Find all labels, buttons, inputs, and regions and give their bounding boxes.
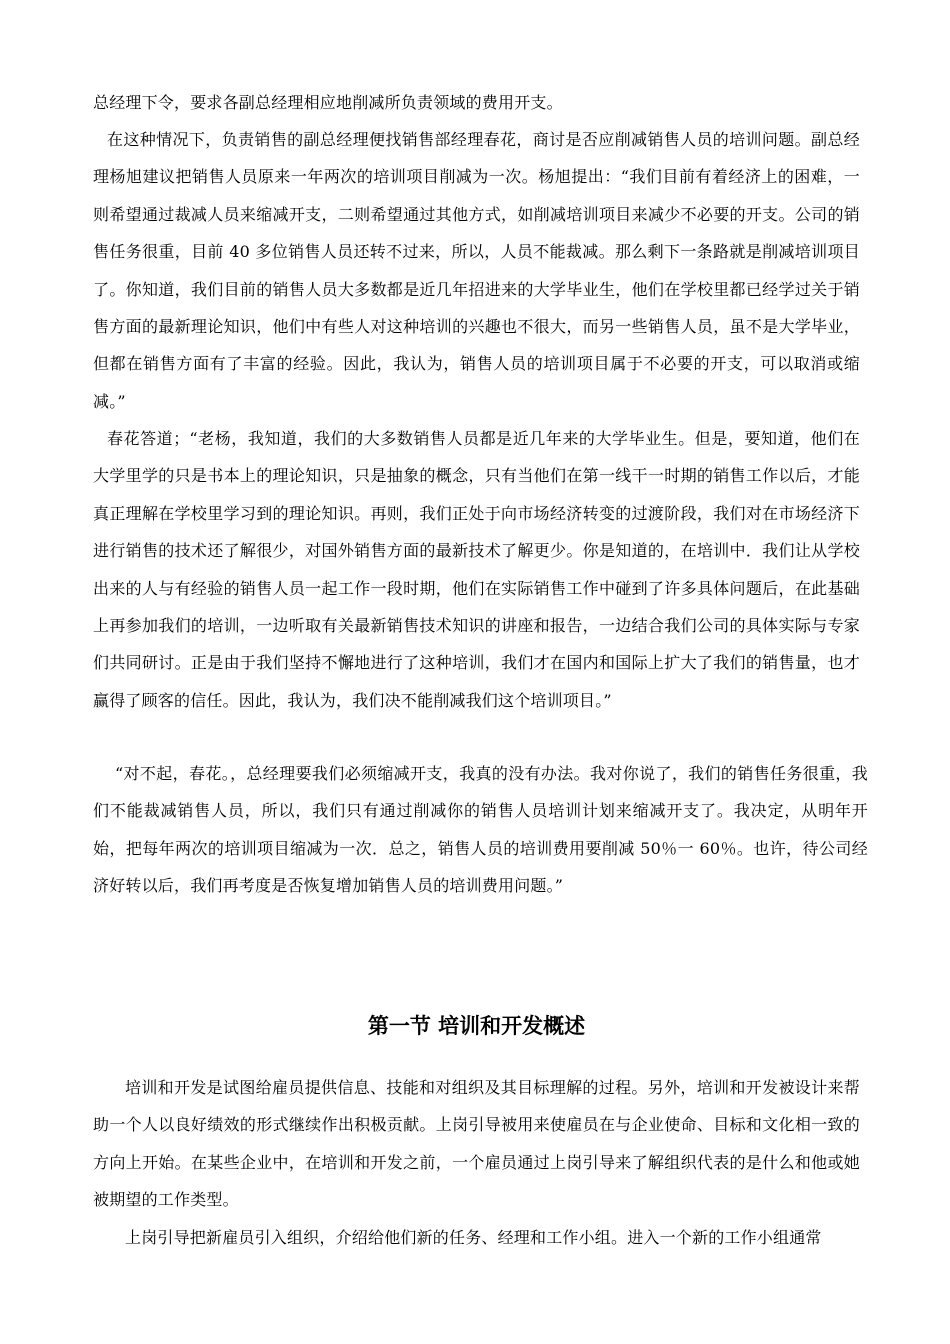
section-paragraph-1: 培训和开发是试图给雇员提供信息、技能和对组织及其目标理解的过程。另外，培训和开发被设计来帮助一个人以良好绩效的形式继续作出积极贡献。上岗引导被用来使雇员在与企业使命、目标和文化相一致的方向上开始。在某些企业中，在培训和开发之前，一个雇员通过上岗引导来了解组织代表的是什么和他或她被期望的工作类型。 xyxy=(93,1078,860,1210)
section-paragraph-2: 上岗引导把新雇员引入组织，介绍给他们新的任务、经理和工作小组。进入一个新的工作小组通常 xyxy=(125,1228,822,1247)
paragraph-4: “对不起，春花。，总经理要我们必须缩减开支，我真的没有办法。我对你说了，我们的销售任务很重，我们不能裁减销售人员，所以，我们只有通过削减你的销售人员培训计划来缩减开支了。我决定，从明年开始，把每年两次的培训项目缩减为一次．总之，销售人员的培训费用要削减 50％一 60％。也许，待公司经济好转以后，我们再考度是否恢复增加销售人员的培训费用问题。” xyxy=(93,764,868,896)
paragraph-1: 总经理下令，要求各副总经理相应地削减所负责领域的费用开支。 xyxy=(93,93,563,112)
paragraph-2: 在这种情况下，负责销售的副总经理便找销售部经理春花，商讨是否应削减销售人员的培训问题。副总经理杨旭建议把销售人员原来一年两次的培训项目削减为一次。杨旭提出：“我们目前有着经济上的困难，一则希望通过裁减人员来缩减开支，二则希望通过其他方式，如削减培训项目来减少不必要的开支。公司的销售任务很重，目前 40 多位销售人员还转不过来，所以，人员不能裁减。那么剩下一条路就是削减培训项目了。你知道，我们目前的销售人员大多数都是近几年招进来的大学毕业生，他们在学校里都已经学过关于销售方面的最新理论知识，他们中有些人对这种培训的兴趣也不很大，而另一些销售人员，虽不是大学毕业，但都在销售方面有了丰富的经验。因此，我认为，销售人员的培训项目属于不必要的开支，可以取消或缩减。” xyxy=(93,130,860,411)
section-heading: 第一节 培训和开发概述 xyxy=(367,1014,586,1038)
paragraph-3: 春花答道；“老杨，我知道，我们的大多数销售人员都是近几年来的大学毕业生。但是，要知道，他们在大学里学的只是书本上的理论知识，只是抽象的概念，只有当他们在第一线干一时期的销售工作以后，才能真正理解在学校里学习到的理论知识。再则，我们正处于向市场经济转变的过渡阶段，我们对在市场经济下进行销售的技术还了解很少，对国外销售方面的最新技术了解更少。你是知道的，在培训中．我们让从学校出来的人与有经验的销售人员一起工作一段时期，他们在实际销售工作中碰到了许多具体问题后，在此基础上再参加我们的培训，一边听取有关最新销售技术知识的讲座和报告，一边结合我们公司的具体实际与专家们共同研讨。正是由于我们坚持不懈地进行了这种培训，我们才在国内和国际上扩大了我们的销售量，也才赢得了顾客的信任。因此，我认为，我们决不能削减我们这个培训项目。” xyxy=(93,429,860,710)
